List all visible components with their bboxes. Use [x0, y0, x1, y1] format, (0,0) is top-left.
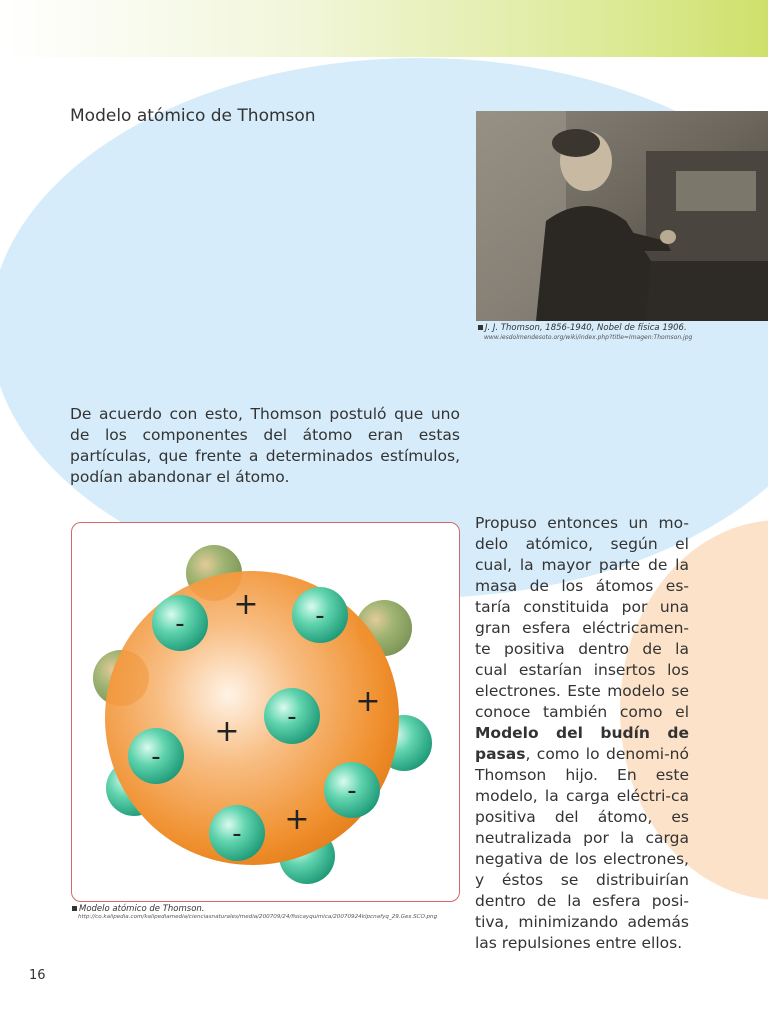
body-text-part2: , como lo denomi-nó Thomson hijo. En este modelo, la carga eléctri-ca positiva del átomo, es neutralizada por la carga negativa de los electrones, y éstos se distribuirían dentro de la esfera posi-tiva, minimizando además las repulsiones entre ellos. — [475, 745, 689, 952]
photo-caption-text: J. J. Thomson, 1856-1940, Nobel de física 1906. — [485, 323, 687, 333]
figure-source-url: http://co.kalipedia.com/kalipediamedia/cienciasnaturales/media/200709/24/fisicayquimica/20070924klpcnafyq_29.Ges.SCO.png — [78, 914, 438, 920]
positive-charge-sign: + — [284, 802, 310, 837]
bullet-square-icon — [72, 906, 77, 911]
body-text-part1: Propuso entonces un mo-delo atómico, según el cual, la mayor parte de la masa de los átomos es-taría constituida por una gran esfera eléctricamen-te positiva dentro de la cual estarían insertos los electrones. Este modelo se conoce también como el — [475, 514, 689, 721]
electron-sign: - — [175, 609, 185, 639]
figure-caption-text: Modelo atómico de Thomson. — [79, 904, 205, 914]
page-number: 16 — [29, 968, 46, 983]
photo-source-url: www.iesdolmendesoto.org/wiki/index.php?title=Imagen:Thomson.jpg — [484, 334, 693, 341]
body-bold-term: Modelo del budín de pasas — [475, 724, 689, 763]
thomson-photo — [476, 111, 768, 321]
atom-model-figure — [71, 522, 460, 902]
top-decorative-band — [0, 0, 768, 57]
body-paragraph — [475, 513, 689, 954]
electron-sign: - — [315, 601, 325, 631]
positive-charge-sign: + — [233, 587, 259, 622]
intro-paragraph: De acuerdo con esto, Thomson postuló que uno de los componentes del átomo eran estas partículas, que frente a determinados estímulos, podían abandonar el átomo. — [70, 405, 460, 486]
positive-charge-sign: + — [214, 714, 240, 749]
positive-charge-sign: + — [355, 684, 381, 719]
bullet-square-icon — [478, 325, 483, 330]
figure-caption — [72, 904, 205, 914]
photo-caption — [478, 323, 768, 333]
electron-sign: - — [151, 742, 161, 772]
electron-sign: - — [232, 819, 242, 849]
electron-sign: - — [287, 702, 297, 732]
thomson-atom-illustration — [72, 523, 459, 901]
electron-sign: - — [347, 776, 357, 806]
page-title: Modelo atómico de Thomson — [70, 106, 316, 126]
